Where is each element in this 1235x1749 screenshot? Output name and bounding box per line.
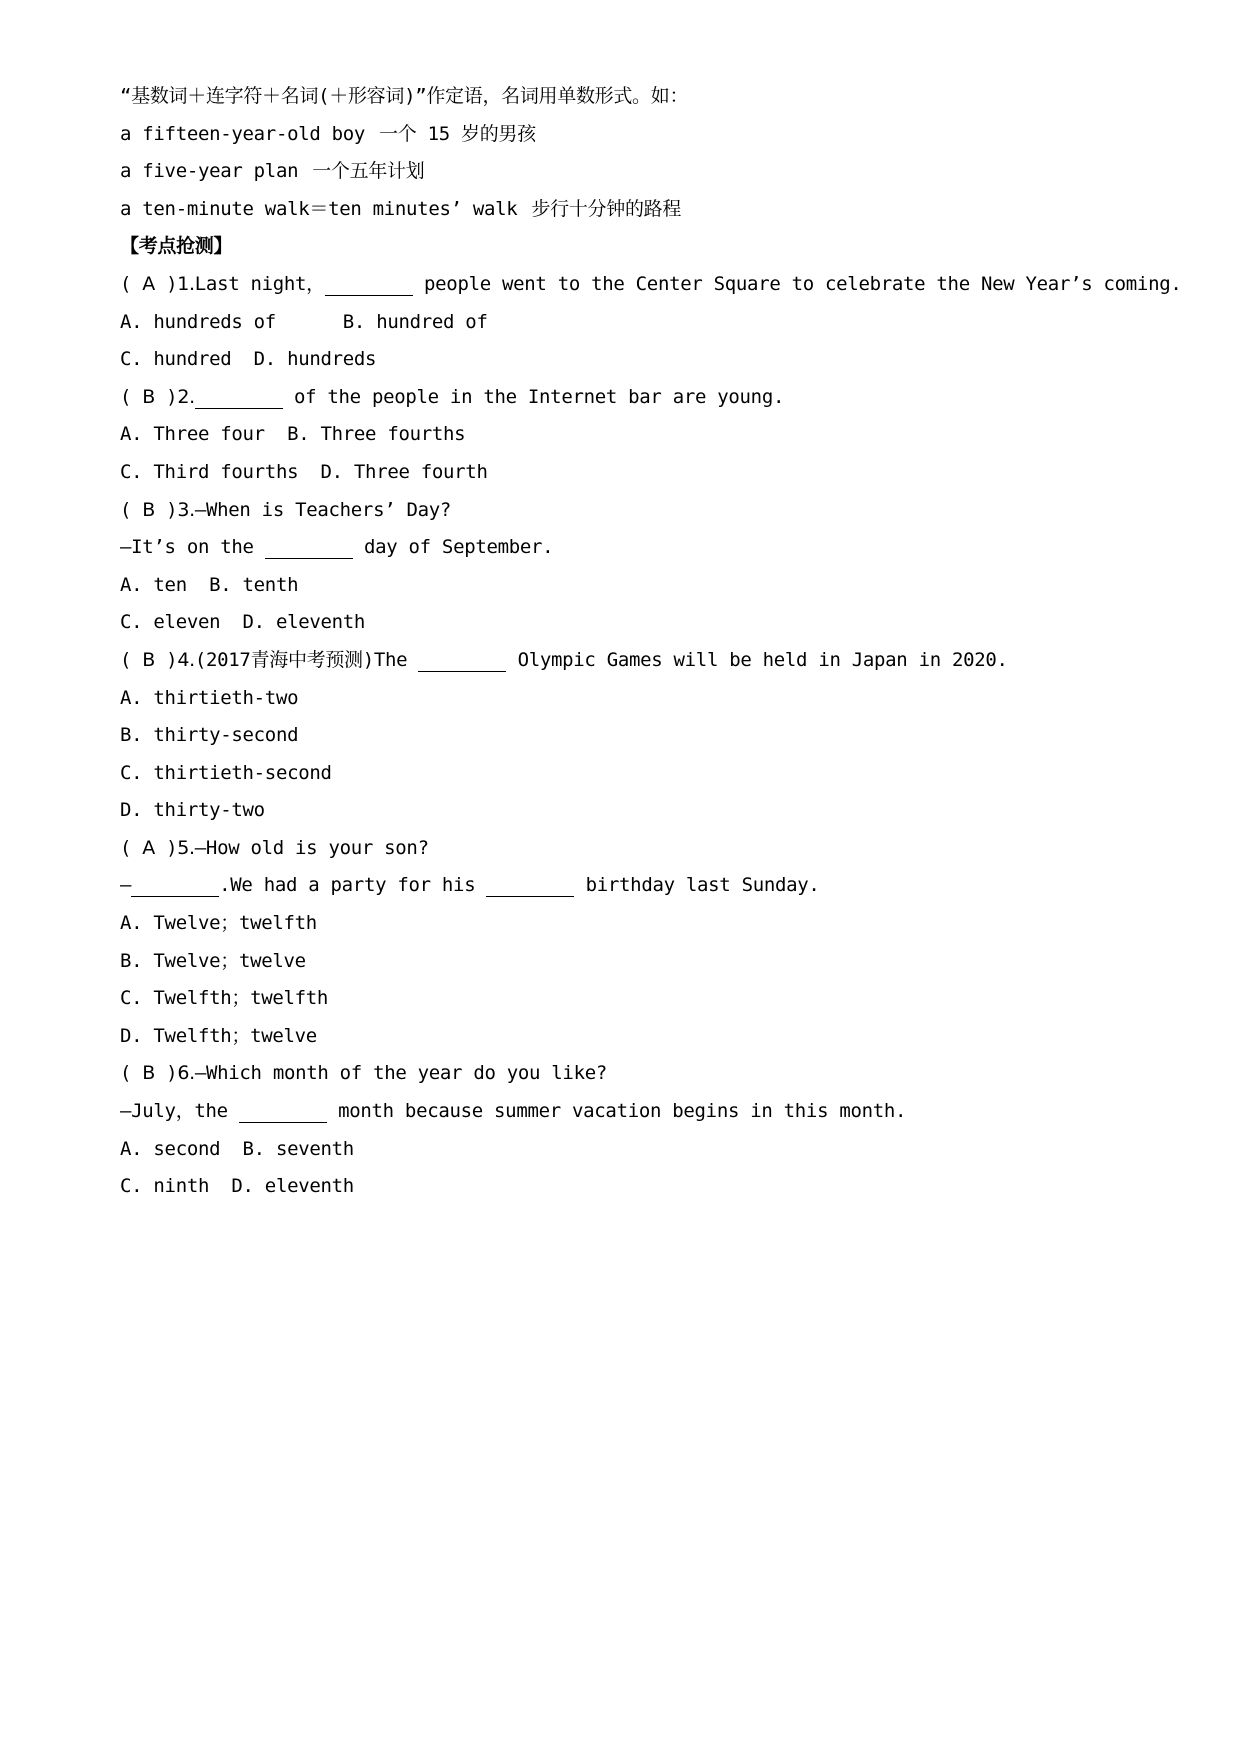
question-number: 5. (177, 836, 195, 859)
option-line: C. eleven D. eleventh (120, 611, 366, 634)
question-number: 2. (177, 385, 195, 408)
example-en: a five-year plan (120, 160, 299, 183)
option-line: D. Twelfth；twelve (120, 1024, 317, 1047)
option-line: C. Third fourths D. Three fourth (120, 460, 488, 483)
question-4-stem: ( B )4.(2017青海中考预测)The Olympic Games will be held in Japan in 2020. (120, 648, 1008, 671)
example-zh: 一个 15 岁的男孩 (379, 122, 536, 145)
answer-mark: B (142, 498, 156, 521)
question-number: 4. (177, 648, 195, 671)
question-2-stem: ( B )2. of the people in the Internet bar are young. (120, 385, 785, 408)
option-line: D. thirty-two (120, 799, 265, 822)
answer-blank[interactable] (195, 386, 283, 409)
example-3 (120, 191, 1180, 229)
stem-text: .We had a party for his (219, 874, 487, 897)
stem-text: —How old is your son? (194, 836, 429, 859)
question-5-reply (120, 867, 1180, 905)
stem-text: people went to the Center Square to celebrate the New Year’s coming. (412, 272, 1182, 295)
question-3-stem: ( B )3.—When is Teachers’ Day? (120, 498, 452, 521)
question-number: 1. (177, 272, 195, 295)
answer-blank[interactable] (265, 536, 353, 559)
option-line: B. Twelve；twelve (120, 949, 306, 972)
option-line: C. ninth D. eleventh (120, 1175, 354, 1198)
stem-text: — (120, 874, 132, 897)
example-en: a ten-minute walk＝ten minutes’ walk (120, 197, 518, 220)
option-line: B. thirty-second (120, 724, 299, 747)
example-en: a fifteen-year-old boy (120, 122, 366, 145)
example-1 (120, 116, 1180, 154)
answer-blank[interactable] (325, 273, 413, 296)
stem-text: —Which month of the year do you like? (194, 1062, 607, 1085)
intro-rule: “基数词＋连字符＋名词(＋形容词)”作定语，名词用单数形式。如： (120, 85, 689, 107)
answer-blank[interactable] (239, 1100, 327, 1123)
option-line: A. hundreds of B. hundred of (120, 310, 488, 333)
answer-mark: A (142, 272, 155, 295)
example-zh: 一个五年计划 (312, 160, 425, 183)
stem-text: —July，the (120, 1100, 239, 1123)
question-1-stem: ( A )1.Last night， people went to the Center Square to celebrate the New Year’s coming. (120, 272, 1182, 295)
option-line: A. thirtieth-two (120, 686, 299, 709)
answer-blank[interactable] (131, 874, 219, 897)
stem-text: month because summer vacation begins in this month. (326, 1100, 907, 1123)
example-2 (120, 153, 1180, 191)
option-line: C. Twelfth；twelfth (120, 987, 329, 1010)
answer-mark: B (142, 1062, 156, 1085)
stem-text: birthday last Sunday. (574, 874, 820, 897)
stem-text: Last night， (194, 272, 325, 295)
question-number: 3. (177, 498, 195, 521)
question-6-reply (120, 1093, 1180, 1131)
section-title: 【考点抢测】 (120, 235, 233, 258)
answer-mark: A (142, 836, 155, 859)
stem-text: —When is Teachers’ Day? (194, 498, 452, 521)
answer-mark: B (142, 385, 156, 408)
question-6-stem: ( B )6.—Which month of the year do you like? (120, 1062, 607, 1085)
question-3-reply (120, 529, 1180, 567)
stem-text: —It’s on the (120, 536, 265, 559)
answer-blank[interactable] (486, 874, 574, 897)
stem-text: of the people in the Internet bar are young. (282, 385, 785, 408)
question-number: 6. (177, 1062, 195, 1085)
stem-text: day of September. (352, 536, 554, 559)
option-line: A. Three four B. Three fourths (120, 423, 466, 446)
option-line: C. thirtieth-second (120, 761, 332, 784)
example-zh: 步行十分钟的路程 (531, 197, 682, 220)
question-5-stem: ( A )5.—How old is your son? (120, 836, 429, 859)
answer-blank[interactable] (418, 649, 506, 672)
option-line: A. second B. seventh (120, 1137, 354, 1160)
document-page (120, 78, 1180, 1206)
answer-mark: B (142, 648, 156, 671)
stem-text: Olympic Games will be held in Japan in 2020. (506, 648, 1008, 671)
option-line: C. hundred D. hundreds (120, 348, 377, 371)
option-line: A. ten B. tenth (120, 573, 299, 596)
option-line: A. Twelve；twelfth (120, 912, 317, 935)
stem-text: (2017青海中考预测)The (194, 648, 419, 671)
